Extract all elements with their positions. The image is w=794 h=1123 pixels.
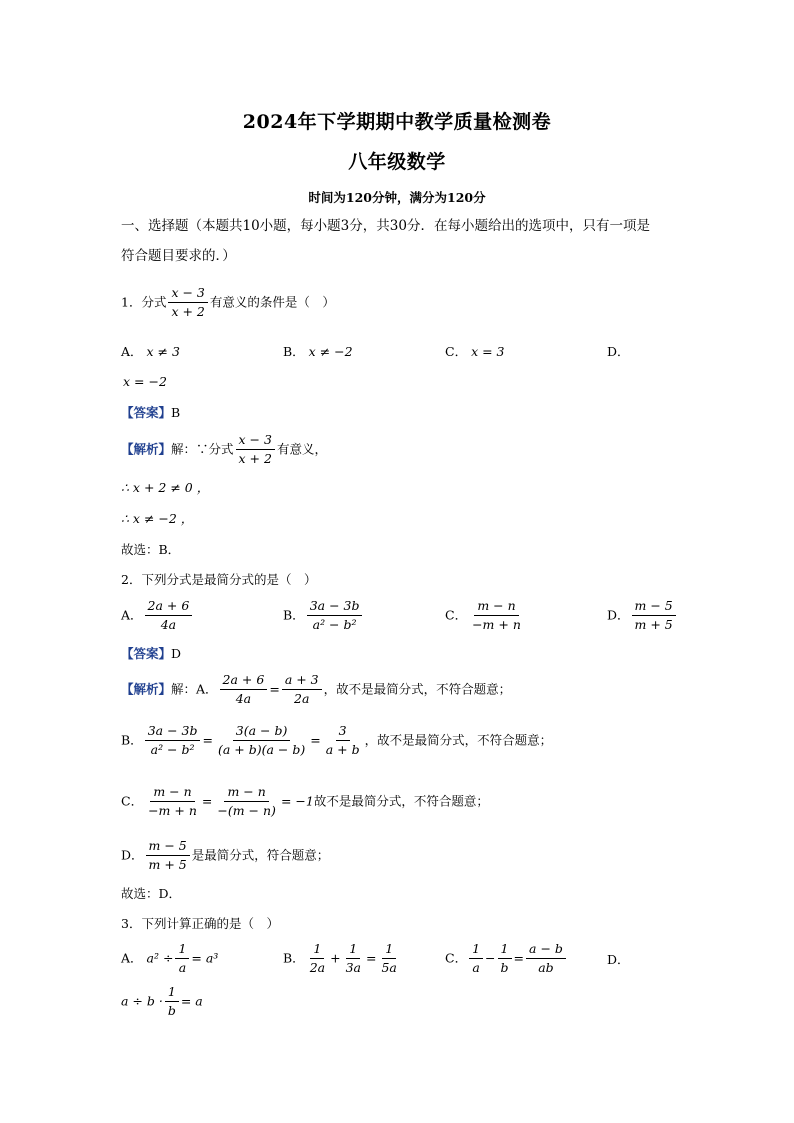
q3-option-d-left: a ÷ b · (121, 993, 163, 1009)
q2-option-c (445, 598, 526, 633)
q3-option-b-frac-2 (343, 941, 364, 976)
question-1-stem (121, 285, 335, 320)
q2-analysis-c-prefix: C． (121, 793, 144, 809)
q2-analysis-d-comment: 是最简分式，符合题意； (191, 847, 330, 863)
q3-option-c-label: C． (445, 950, 468, 966)
q2-analysis-b-mid (215, 723, 308, 758)
q2-option-d-fraction (632, 598, 676, 633)
q2-analysis-a-right (282, 672, 322, 707)
equals-sign: = (269, 681, 280, 697)
q2-option-b (283, 598, 364, 633)
equals-sign: = (513, 950, 525, 966)
q3-c-n2: 1 (498, 941, 512, 959)
q2-analysis-c (121, 784, 489, 819)
q3-option-a-right: = a³ (191, 950, 219, 966)
q3-option-b-label: B． (283, 950, 305, 966)
q3-option-b-frac-3 (378, 941, 399, 976)
q2-option-a-fraction (145, 598, 193, 633)
q3-option-d-right: = a (180, 993, 203, 1009)
q1-option-c (445, 343, 505, 361)
q2-option-b-fraction (307, 598, 363, 633)
q1-prefix: 1．分式 (121, 294, 167, 310)
q2-analysis-a (121, 672, 511, 707)
q1-option-b (283, 343, 353, 361)
q1-answer (121, 404, 180, 422)
q1-analysis (121, 432, 327, 467)
q2-analysis-a-left-num: 2a + 6 (220, 672, 268, 690)
equals-sign: = (310, 732, 321, 748)
q3-option-b (283, 941, 402, 976)
question-3-stem: 3．下列计算正确的是（ ） (121, 916, 279, 931)
q2-b-den: a² − b² (312, 617, 357, 632)
q3-option-d-expr (121, 984, 203, 1019)
q1-suffix: 有意义的条件是（ ） (209, 294, 335, 310)
q1-step-2: ∴ x ≠ −2 ， (121, 511, 194, 526)
q2-analysis-b-left-den: a² − b² (150, 742, 195, 757)
q2-analysis-c-comment: 故不是最简分式，不符合题意； (313, 793, 489, 809)
section-heading-line2: 符合题目要求的．） (121, 248, 236, 264)
q2-analysis-b-right (323, 723, 363, 758)
q2-option-b-label: B． (283, 607, 305, 623)
q3-option-d-fraction (165, 984, 179, 1019)
q1-answer-value: B (171, 405, 181, 420)
q3-c-d2: b (500, 960, 509, 975)
q2-analysis-a-right-den: 2a (294, 691, 310, 706)
q2-analysis-d-num: m − 5 (146, 838, 190, 856)
q3-option-b-frac-1 (307, 941, 328, 976)
exam-meta: 时间为120分钟，满分为120分 (308, 190, 486, 205)
q3-b-d1: 2a (309, 960, 326, 975)
q3-option-a (121, 941, 218, 976)
q1-analysis-suffix: 有意义， (276, 441, 327, 457)
q3-option-c-frac-1 (469, 941, 483, 976)
q2-analysis-c-left-den: −m + n (148, 803, 197, 818)
q2-a-den: 4a (160, 617, 177, 632)
q2-analysis-a-left (220, 672, 268, 707)
q3-d-num: 1 (165, 984, 179, 1002)
equals-sign: = (201, 793, 213, 809)
q1-answer-tag: 【答案】 (121, 405, 172, 420)
q2-c-den: −m + n (472, 617, 521, 632)
exam-subject: 八年级数学 (348, 151, 446, 173)
q1-option-d-text: x = −2 (123, 374, 167, 389)
q3-c-d3: ab (538, 960, 554, 975)
q3-b-n2: 1 (346, 941, 360, 959)
q2-analysis-d (121, 838, 329, 873)
q3-b-d3: 5a (381, 960, 397, 975)
q2-option-c-label: C． (445, 607, 468, 623)
q1-analysis-fraction (236, 432, 275, 467)
equals-sign: = (365, 950, 377, 966)
q2-analysis-b-prefix: B． (121, 732, 143, 748)
minus-sign: − (485, 950, 496, 966)
q1-analysis-frac-den: x + 2 (238, 451, 272, 466)
plus-sign: + (330, 950, 341, 966)
q2-analysis-d-prefix: D． (121, 847, 144, 863)
q2-option-d (607, 598, 678, 633)
q3-b-n3: 1 (382, 941, 396, 959)
q2-analysis-b-right-den: a + b (325, 742, 360, 757)
q1-option-a (121, 343, 180, 361)
q1-option-d (607, 343, 630, 361)
q3-option-c (445, 941, 568, 976)
q3-option-a-left: a² ÷ (146, 950, 174, 966)
q2-answer (121, 645, 181, 663)
equals-sign: = (202, 732, 213, 748)
q1-frac-num: x − 3 (168, 285, 207, 303)
q2-d-den: m + 5 (634, 617, 673, 632)
q1-analysis-prefix: 解：∵分式 (171, 441, 234, 457)
q2-analysis-b-comment: ，故不是最简分式，不符合题意； (364, 732, 553, 748)
q2-analysis-a-prefix: 解：A． (171, 681, 218, 697)
q2-option-c-fraction (469, 598, 524, 633)
q3-a-den: a (178, 960, 187, 975)
q1-fraction (168, 285, 207, 320)
q2-choose: 故选：D． (121, 886, 182, 901)
q2-b-num: 3a − 3b (307, 598, 363, 616)
q2-analysis-a-left-den: 4a (235, 691, 252, 706)
q2-analysis-d-fraction (146, 838, 190, 873)
q2-answer-value: D (171, 646, 182, 661)
q3-d-den: b (167, 1003, 176, 1018)
q1-option-b-text: x ≠ −2 (308, 344, 353, 359)
q2-analysis-c-left (145, 784, 200, 819)
q3-option-a-label: A． (121, 950, 143, 966)
q1-option-c-text: x = 3 (471, 344, 505, 359)
q2-analysis-b-left-num: 3a − 3b (145, 723, 201, 741)
q1-option-a-label: A． (121, 344, 143, 359)
q2-analysis-tag: 【解析】 (121, 681, 172, 697)
q3-a-num: 1 (175, 941, 189, 959)
q1-analysis-tag: 【解析】 (121, 441, 172, 457)
section-heading-line1: 一、选择题（本题共10小题，每小题3分，共30分．在每小题给出的选项中，只有一项是 (121, 218, 650, 234)
exam-title: 2024年下学期期中教学质量检测卷 (242, 111, 552, 133)
q2-analysis-b (121, 723, 552, 758)
q2-analysis-c-mid (214, 784, 279, 819)
q2-analysis-c-mid-num: m − n (224, 784, 268, 802)
q3-option-a-fraction (175, 941, 189, 976)
q1-option-d-label: D． (607, 344, 630, 359)
q3-c-n3: a − b (526, 941, 566, 959)
q3-b-d2: 3a (345, 960, 361, 975)
q3-option-c-frac-3 (526, 941, 566, 976)
q2-analysis-a-right-num: a + 3 (282, 672, 322, 690)
q3-c-d1: a (472, 960, 480, 975)
q1-frac-den: x + 2 (171, 304, 205, 319)
q2-option-a (121, 598, 194, 633)
q2-analysis-b-right-num: 3 (336, 723, 350, 741)
q1-step-1: ∴ x + 2 ≠ 0 ， (121, 480, 210, 495)
q2-d-num: m − 5 (632, 598, 676, 616)
q3-c-n1: 1 (469, 941, 483, 959)
q3-option-d-label: D． (607, 952, 630, 967)
q2-a-num: 2a + 6 (145, 598, 193, 616)
q2-analysis-b-left (145, 723, 201, 758)
q2-analysis-b-mid-num: 3(a − b) (233, 723, 291, 741)
q2-analysis-c-result: = −1 (280, 793, 314, 809)
q3-option-d (607, 951, 630, 969)
q3-b-n1: 1 (310, 941, 324, 959)
q2-analysis-c-left-num: m − n (150, 784, 194, 802)
q2-option-a-label: A． (121, 607, 143, 623)
q2-answer-tag: 【答案】 (121, 646, 172, 661)
q2-analysis-c-mid-den: −(m − n) (217, 803, 276, 818)
q2-c-num: m − n (474, 598, 518, 616)
q3-option-c-frac-2 (498, 941, 512, 976)
q1-option-a-text: x ≠ 3 (146, 344, 180, 359)
q2-option-d-label: D． (607, 607, 630, 623)
q1-analysis-frac-num: x − 3 (236, 432, 275, 450)
q1-option-c-label: C． (445, 344, 468, 359)
q2-analysis-b-mid-den: (a + b)(a − b) (217, 742, 306, 757)
question-2-stem: 2．下列分式是最简分式的是（ ） (121, 572, 317, 587)
q2-analysis-a-comment: ，故不是最简分式，不符合题意； (323, 681, 512, 697)
q1-option-b-label: B． (283, 344, 305, 359)
q2-analysis-d-den: m + 5 (148, 857, 187, 872)
q1-choose: 故选：B． (121, 542, 181, 557)
